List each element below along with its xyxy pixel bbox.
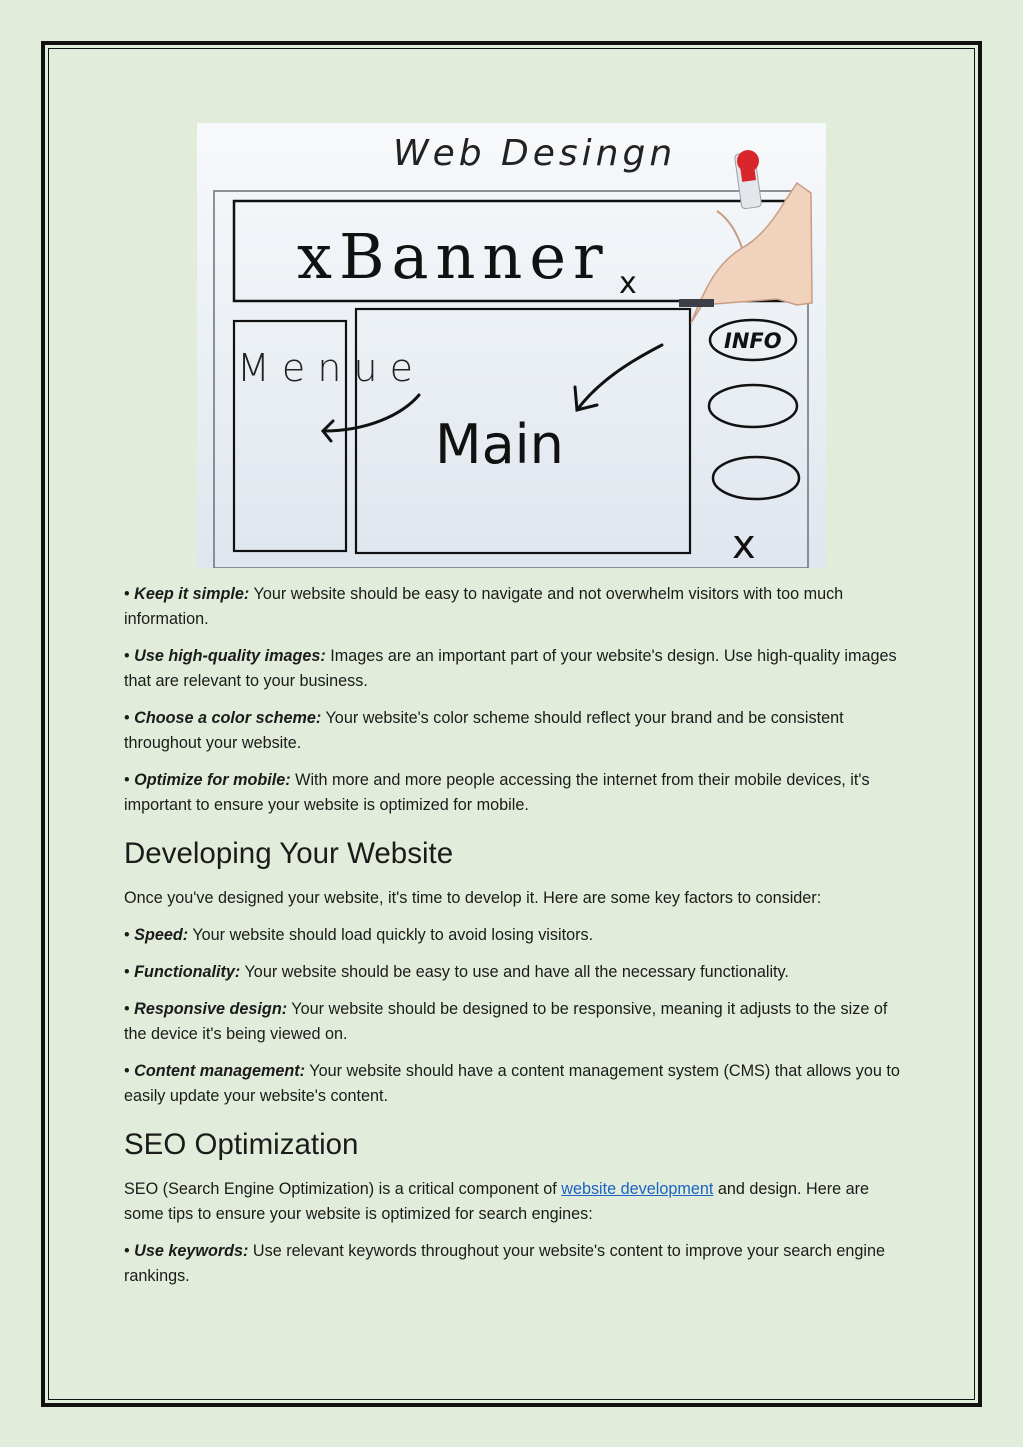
hero-banner-text: xBanner [297, 220, 610, 293]
list-item [124, 582, 906, 632]
list-item [124, 706, 906, 756]
hero-info-text: INFO [724, 329, 782, 353]
bullet: • [124, 647, 135, 665]
hero-x-mark: x [732, 522, 756, 568]
bullet-term: Use keywords: [134, 1242, 249, 1260]
intro-bullet-list [124, 582, 906, 818]
bullet: • [124, 1242, 135, 1260]
hero-menu-text: M e n u e [237, 346, 414, 390]
bullet-text: Images are an important part of your website's design. Use high-quality images that are relevant to your business. [124, 647, 897, 690]
bullet-text: Your website should be designed to be responsive, meaning it adjusts to the size of the device it's being viewed on. [124, 1000, 888, 1043]
bullet-term: Optimize for mobile: [134, 771, 291, 789]
bullet-term: Use high-quality images: [134, 647, 326, 665]
developing-heading: Developing Your Website [124, 837, 454, 870]
web-design-illustration [197, 123, 826, 568]
seo-intro [124, 1177, 906, 1227]
bullet-text: Your website should have a content management system (CMS) that allows you to easily update your website's content. [124, 1062, 900, 1105]
article-content [124, 582, 906, 1301]
developing-intro: Once you've designed your website, it's time to develop it. Here are some key factors to consider: [124, 889, 822, 907]
list-item [124, 644, 906, 694]
bullet: • [124, 926, 135, 944]
hero-banner-x: x [619, 266, 637, 301]
ellipse-icon [709, 385, 797, 427]
bullet-text: Your website should be easy to use and have all the necessary functionality. [240, 963, 789, 981]
list-item [124, 768, 906, 818]
hero-main-text: Main [435, 413, 564, 476]
list-item [124, 1059, 906, 1109]
hero-heading: Web Desingn [393, 133, 677, 174]
list-item [124, 960, 906, 985]
hand-with-marker-icon [679, 150, 812, 323]
bullet: • [124, 585, 135, 603]
list-item [124, 997, 906, 1047]
list-item [124, 1239, 906, 1289]
bullet-term: Choose a color scheme: [134, 709, 322, 727]
developing-bullet-list [124, 923, 906, 1109]
seo-intro-after: and design. Here are some tips to ensure your website is optimized for search engines: [124, 1180, 870, 1223]
bullet-term: Content management: [134, 1062, 306, 1080]
seo-heading: SEO Optimization [124, 1128, 359, 1161]
bullet: • [124, 709, 135, 727]
bullet-text: Use relevant keywords throughout your website's content to improve your search engine rankings. [124, 1242, 885, 1285]
bullet-text: Your website's color scheme should reflect your brand and be consistent throughout your website. [124, 709, 844, 752]
bullet-term: Speed: [134, 926, 189, 944]
bullet-text: Your website should be easy to navigate and not overwhelm visitors with too much information. [124, 585, 844, 628]
list-item [124, 923, 906, 948]
bullet: • [124, 1000, 135, 1018]
bullet-text: With more and more people accessing the internet from their mobile devices, it's important to ensure your website is optimized for mobile. [124, 771, 870, 814]
bullet-text: Your website should load quickly to avoid losing visitors. [188, 926, 594, 944]
ellipse-icon [713, 457, 799, 499]
seo-bullet-list [124, 1239, 906, 1289]
website-development-link[interactable]: website development [561, 1180, 714, 1198]
bullet-term: Responsive design: [134, 1000, 288, 1018]
seo-intro-before: SEO (Search Engine Optimization) is a critical component of [124, 1180, 562, 1198]
bullet: • [124, 1062, 135, 1080]
bullet-term: Keep it simple: [134, 585, 250, 603]
bullet: • [124, 771, 135, 789]
bullet: • [124, 963, 135, 981]
bullet-term: Functionality: [134, 963, 241, 981]
